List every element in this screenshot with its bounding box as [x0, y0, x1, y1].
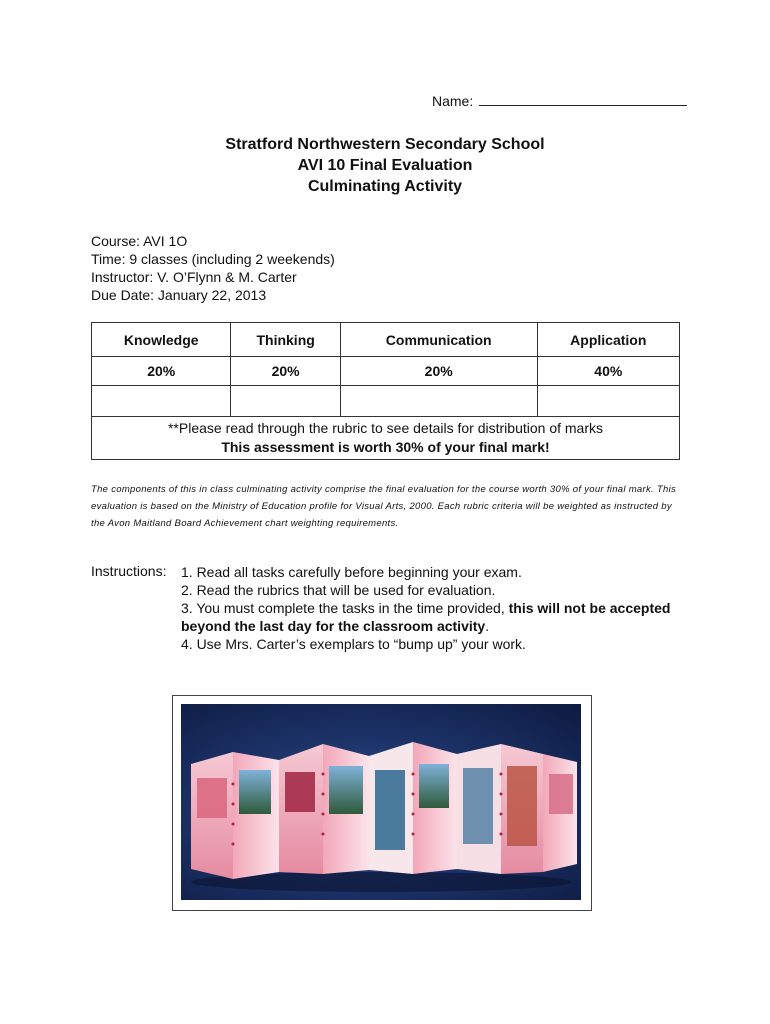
components-paragraph: The components of this in class culminating activity comprise the final evaluation for the course worth 30% of your final mark. This evaluation is based on the Ministry of Education profile for Visual Arts, 2000. Each rubric criteria will be weighted as instructed by the Avon Maitland Board Achievement chart weighting requirements.: [91, 484, 677, 529]
score-knowledge-cell[interactable]: [92, 386, 231, 417]
weight-thinking: 20%: [231, 357, 340, 386]
instruction-item-3-text: 3. You must complete the tasks in the time provided,: [181, 600, 509, 616]
header-knowledge: Knowledge: [92, 323, 231, 357]
instructions-label: Instructions:: [91, 563, 167, 579]
instruction-item-4: 4. Use Mrs. Carter’s exemplars to “bump up” your work.: [181, 636, 526, 652]
name-blank-line[interactable]: [479, 93, 687, 106]
score-communication-cell[interactable]: [340, 386, 537, 417]
activity-title: Culminating Activity: [307, 178, 463, 195]
instruction-item-1: 1. Read all tasks carefully before beginning your exam.: [181, 564, 522, 580]
evaluation-title: AVI 10 Final Evaluation: [297, 157, 473, 174]
course-line: Course: AVI 1O: [91, 233, 188, 249]
header-communication: Communication: [340, 323, 537, 357]
weight-communication: 20%: [340, 357, 537, 386]
instruction-item-3-bold: this will not be accepted beyond the last day for the classroom activity: [181, 600, 671, 634]
table-header-row: [92, 323, 680, 357]
rubric-note: **Please read through the rubric to see details for distribution of marks: [167, 420, 603, 436]
course-info: [91, 232, 335, 304]
accordion-book-photo: [181, 704, 581, 900]
worth-note: This assessment is worth 30% of your final mark!: [221, 439, 550, 455]
score-thinking-cell[interactable]: [231, 386, 340, 417]
score-application-cell[interactable]: [537, 386, 679, 417]
score-entry-row: [92, 386, 680, 417]
name-label: Name:: [432, 93, 474, 109]
instructor-line: Instructor: V. O’Flynn & M. Carter: [91, 269, 297, 285]
weight-application: 40%: [537, 357, 679, 386]
weight-knowledge: 20%: [92, 357, 231, 386]
marks-table: [91, 322, 680, 460]
due-date-line: Due Date: January 22, 2013: [91, 287, 267, 303]
note-row: [92, 417, 680, 460]
instruction-item-2: 2. Read the rubrics that will be used for evaluation.: [181, 582, 496, 598]
instruction-item-3: [181, 599, 681, 635]
accordion-book-image: [181, 704, 581, 900]
instruction-item-3-end: .: [485, 618, 490, 634]
time-line: Time: 9 classes (including 2 weekends): [91, 251, 335, 267]
document-title: [0, 134, 770, 197]
instructions-list: [181, 563, 681, 653]
header-thinking: Thinking: [231, 323, 340, 357]
header-application: Application: [537, 323, 679, 357]
weights-row: [92, 357, 680, 386]
note-cell: [92, 417, 680, 460]
school-name: Stratford Northwestern Secondary School: [225, 136, 545, 153]
artwork-photo-frame: [172, 695, 592, 911]
name-field: [432, 93, 687, 109]
